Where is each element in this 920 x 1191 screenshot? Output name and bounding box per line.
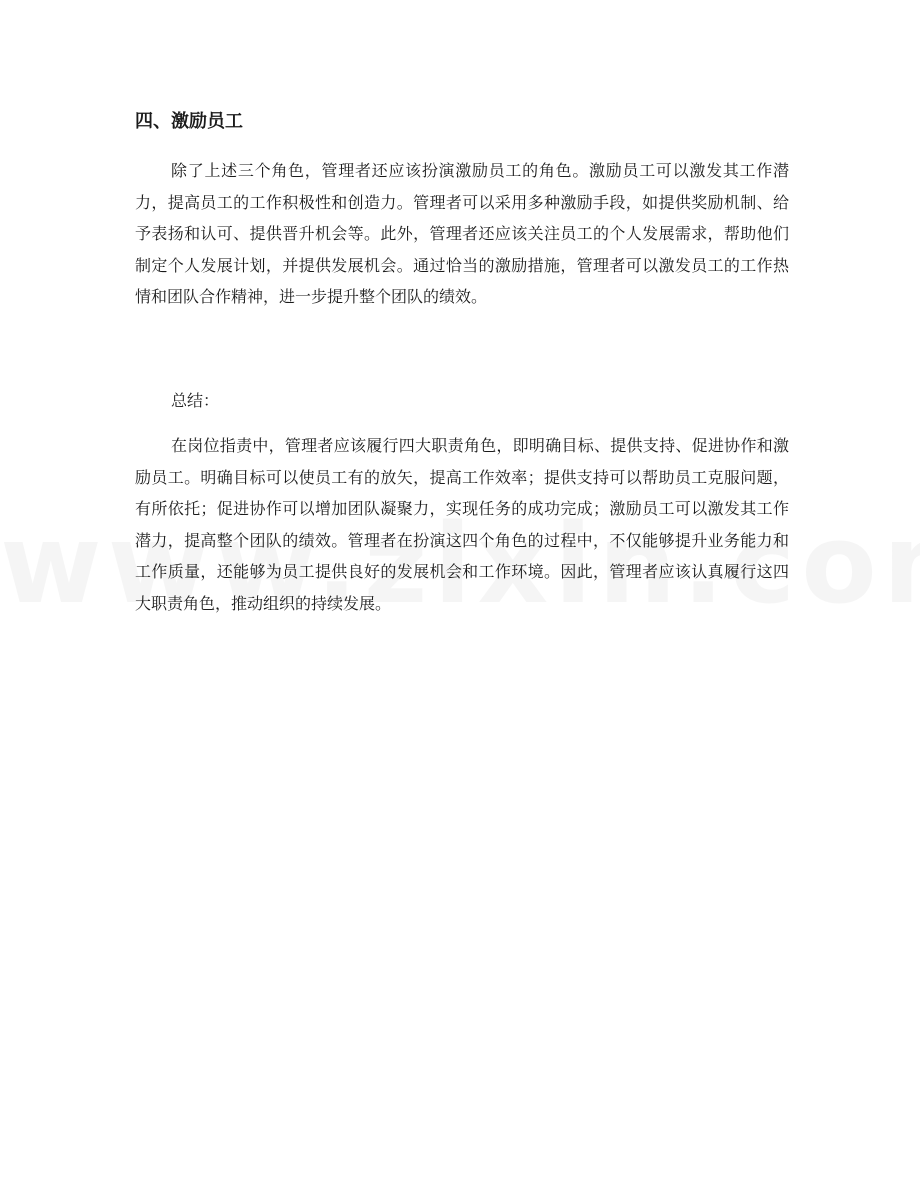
section-heading: 四、激励员工 [135, 111, 243, 132]
paragraph-motivation: 除了上述三个角色，管理者还应该扮演激励员工的角色。激励员工可以激发其工作潜力，提高员工的工作积极性和创造力。管理者可以采用多种激励手段，如提供奖励机制、给予表扬和认可、提供晋升机会等。此外，管理者还应该关注员工的个人发展需求，帮助他们制定个人发展计划，并提供发展机会。通过恰当的激励措施，管理者可以激发员工的工作热情和团队合作精神，进一步提升整个团队的绩效。 [135, 161, 789, 306]
summary-label: 总结： [171, 391, 220, 410]
paragraph-summary: 在岗位指责中，管理者应该履行四大职责角色，即明确目标、提供支持、促进协作和激励员工。明确目标可以使员工有的放矢，提高工作效率；提供支持可以帮助员工克服问题，有所依托；促进协作可以增加团队凝聚力，实现任务的成功完成；激励员工可以激发其工作潜力，提高整个团队的绩效。管理者在扮演这四个角色的过程中，不仅能够提升业务能力和工作质量，还能够为员工提供良好的发展机会和工作环境。因此，管理者应该认真履行这四大职责角色，推动组织的持续发展。 [135, 436, 789, 613]
